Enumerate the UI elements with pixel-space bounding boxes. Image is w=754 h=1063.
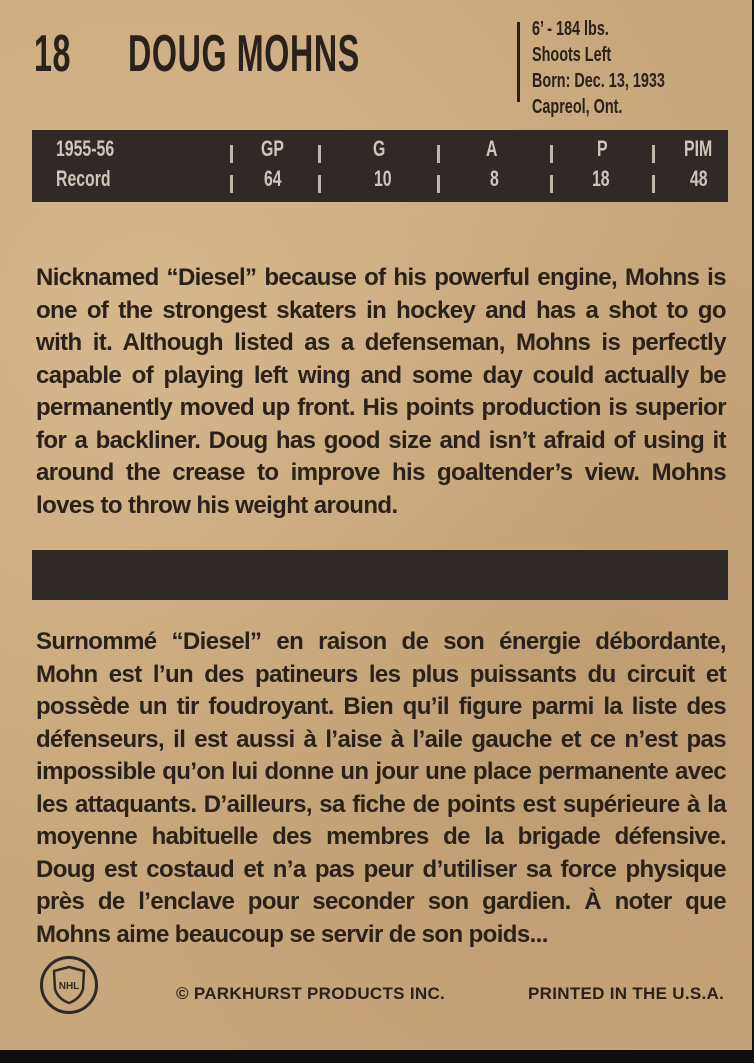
player-number: 18 (34, 25, 72, 83)
stats-separator (230, 175, 233, 193)
birth-date: Born: Dec. 13, 1933 (532, 70, 665, 92)
season-label: 1955-56 (56, 136, 115, 161)
stats-separator (318, 175, 321, 193)
nhl-shield-logo-icon (40, 956, 98, 1014)
player-name: DOUG MOHNS (128, 25, 360, 83)
bio-english: Nicknamed “Diesel” because of his powerful engine, Mohns is one of the strongest skaters in hockey and has a shot to go with it. Although listed as a defenseman, Mohns is perfectly capable of playing left wing and some day could actually be permanently moved up front. His points production is superior for a backliner. Doug has good size and isn’t afraid of using it around the crease to improve his goaltender’s view. Mohns loves to throw his weight around. (36, 264, 726, 519)
divider-band (32, 550, 728, 600)
copyright-text: © PARKHURST PRODUCTS INC. (176, 984, 446, 1003)
stats-separator (550, 145, 553, 163)
stat-value-p: 18 (591, 166, 610, 191)
stats-separator (437, 145, 440, 163)
stat-header-pim: PIM (684, 136, 713, 161)
stats-header-row (32, 136, 728, 166)
bio-french: Surnommé “Diesel” en raison de son énergie débordante, Mohn est l’un des patineurs les plus puissants du circuit et possède un tir foudroyant. Bien qu’il figure parmi la liste des défenseurs, il est aussi à l’aise à l’aile gauche et ce n’est pas impossible qu’on lui donne un jour une place permanente avec les attaquants. D’ailleurs, sa fiche de points est supérieure à la moyenne habituelle des membres de la brigade défensive. Doug est costaud et n’a pas peur d’utiliser sa force physique près de l’enclave pour seconder son gardien. À noter que Mohns aime beaucoup se servir de son poids... (36, 628, 726, 948)
record-label: Record (56, 166, 111, 191)
stat-value-pim: 48 (689, 166, 708, 191)
stats-table (32, 130, 728, 202)
stat-header-gp: GP (261, 136, 284, 161)
stats-separator (550, 175, 553, 193)
stats-separator (652, 175, 655, 193)
stats-value-row (32, 166, 728, 196)
stat-value-a: 8 (489, 166, 499, 191)
stats-separator (318, 145, 321, 163)
printed-in-text: PRINTED IN THE U.S.A. (528, 984, 725, 1003)
player-bio (532, 16, 717, 120)
hometown: Capreol, Ont. (532, 96, 623, 118)
shoots: Shoots Left (532, 44, 612, 66)
header-divider (517, 22, 520, 102)
stats-separator (652, 145, 655, 163)
stat-value-gp: 64 (263, 166, 282, 191)
stat-header-g: G (373, 136, 386, 161)
stat-header-a: A (486, 136, 498, 161)
shield-icon (50, 965, 88, 1005)
stats-separator (437, 175, 440, 193)
stat-header-p: P (596, 136, 608, 161)
stats-separator (230, 145, 233, 163)
svg-text:NHL: NHL (58, 981, 80, 992)
stat-value-g: 10 (373, 166, 392, 191)
height-weight: 6’ - 184 lbs. (532, 18, 609, 40)
